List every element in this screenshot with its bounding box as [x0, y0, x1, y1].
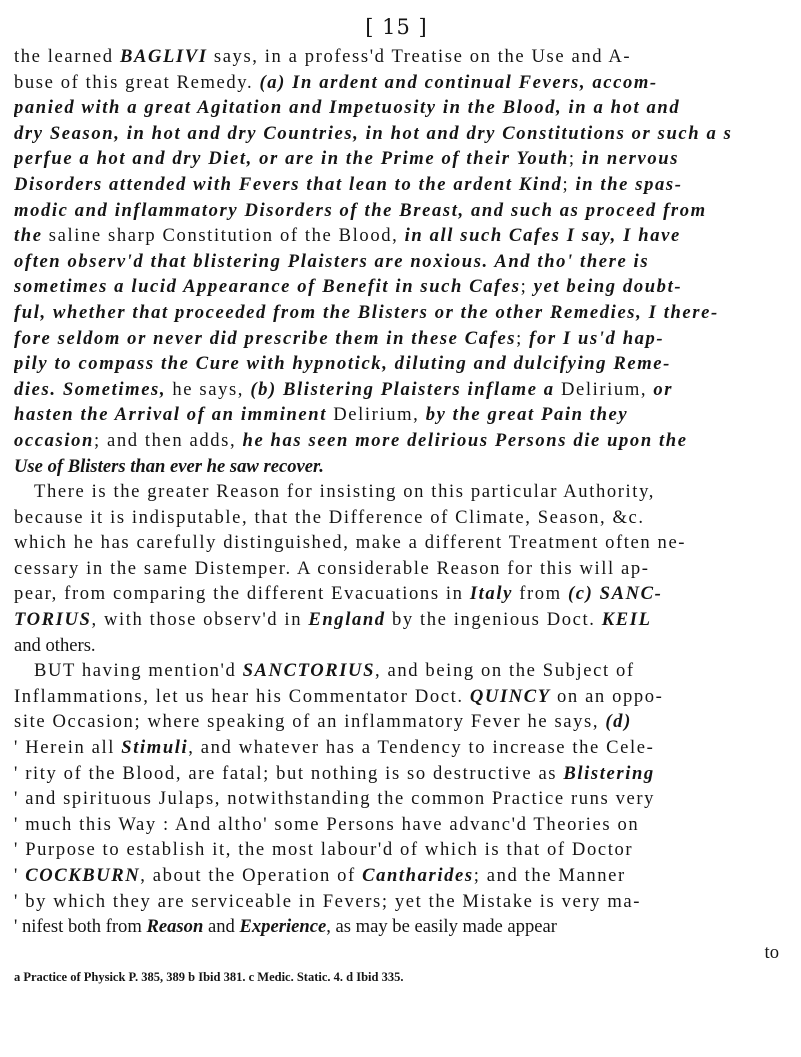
- italic-run: the: [14, 225, 43, 247]
- text-run: ' much this Way : And altho' some Persons have advanc'd Theories on: [14, 813, 640, 835]
- italic-run: occasion: [14, 429, 94, 451]
- text-run: ; and then adds,: [93, 429, 243, 451]
- italic-run: for I us'd hap-: [529, 327, 665, 349]
- text-line: [14, 454, 779, 480]
- text-run: Inflammations, let us hear his Commentator Doct.: [14, 685, 470, 707]
- italic-run: QUINCY: [469, 685, 551, 707]
- text-run: ;: [520, 276, 534, 298]
- text-run: ' and spirituous Julaps, notwithstanding the common Practice runs very: [14, 788, 656, 810]
- text-line: [14, 863, 779, 889]
- italic-run: modic and inflammatory Disorders of the Breast, and such as proceed from: [14, 199, 707, 221]
- text-run: ' Herein all: [14, 737, 122, 759]
- text-run: he says,: [166, 378, 251, 400]
- italic-run: England: [308, 609, 386, 631]
- text-line: [14, 889, 779, 915]
- italic-run: Reason: [146, 916, 204, 938]
- text-line: [14, 95, 779, 121]
- text-line: [14, 607, 779, 633]
- text-line: [14, 300, 779, 326]
- text-run: ' nifest both from: [14, 916, 147, 938]
- italic-run: Cantharides: [362, 865, 474, 886]
- text-line: [14, 44, 779, 70]
- italic-run: Stimuli: [121, 737, 189, 759]
- italic-run: BAGLIVI: [119, 46, 208, 67]
- text-line: [14, 812, 779, 838]
- italic-run: ful, whether that proceeded from the Blisters or the other Remedies, I there-: [14, 301, 719, 323]
- italic-run: TORIUS: [14, 609, 92, 631]
- text-run: saline sharp Constitution of the Blood,: [42, 225, 405, 247]
- text-run: , about the Operation of: [140, 865, 363, 886]
- text-line: [14, 633, 779, 659]
- text-run: buse of this great Remedy.: [14, 71, 260, 93]
- text-run: from: [512, 583, 568, 605]
- italic-run: (b) Blistering Plaisters inflame a: [250, 378, 555, 400]
- page-number: [ 15 ]: [365, 15, 428, 39]
- italic-run: (c) SANC-: [568, 583, 663, 605]
- italic-run: in the spas-: [575, 173, 683, 195]
- italic-run: in nervous: [581, 148, 680, 170]
- text-run: because it is indisputable, that the Difference of Climate, Season, &c.: [14, 506, 645, 528]
- text-run: says, in a profess'd Treatise on the Use and A-: [207, 46, 632, 67]
- footnote-line: a Practice of Physick P. 385, 389 b Ibid 381. c Medic. Static. 4. d Ibid 335.: [14, 970, 404, 985]
- text-run: There is the greater Reason for insisting on this particular Authority,: [34, 481, 656, 503]
- text-run: the learned: [14, 46, 120, 67]
- text-line: [14, 505, 779, 531]
- italic-run: Experience: [239, 916, 327, 938]
- text-run: site Occasion; where speaking of an inflammatory Fever he says,: [14, 711, 606, 733]
- text-run: Delirium,: [327, 404, 426, 426]
- text-line: [14, 735, 779, 761]
- text-line: [14, 658, 779, 684]
- italic-run: Blistering: [563, 762, 655, 784]
- italic-run: fore seldom or never did prescribe them in these Cafes: [14, 327, 517, 349]
- text-line: [14, 530, 779, 556]
- text-line: [14, 377, 779, 403]
- italic-run: Disorders attended with Fevers that lean to the ardent Kind: [14, 173, 563, 195]
- text-run: BUT having mention'd: [34, 660, 243, 682]
- text-run: ;: [568, 148, 582, 170]
- italic-run: (a) In ardent and continual Fevers, accom-: [259, 71, 658, 93]
- text-run: which he has carefully distinguished, make a different Treatment often ne-: [14, 532, 687, 554]
- body-text: [14, 44, 779, 965]
- text-line: [14, 479, 779, 505]
- italic-run: panied with a great Agitation and Impetuosity in the Blood, in a hot and: [14, 97, 681, 119]
- italic-run: dies. Sometimes,: [14, 378, 167, 400]
- text-line: [14, 402, 779, 428]
- text-run: ' by which they are serviceable in Fevers; yet the Mistake is very ma-: [14, 890, 642, 912]
- italic-run: he has seen more delirious Persons die upon the: [242, 429, 688, 451]
- text-line: [14, 556, 779, 582]
- text-run: and: [203, 916, 240, 938]
- text-line: [14, 351, 779, 377]
- text-run: ;: [562, 173, 576, 195]
- text-line: [14, 223, 779, 249]
- italic-run: KEIL: [601, 609, 652, 631]
- text-line: [14, 914, 779, 940]
- text-run: , with those observ'd in: [91, 609, 309, 631]
- italic-run: hasten the Arrival of an imminent: [14, 404, 327, 426]
- text-line: [14, 428, 779, 454]
- text-run: ' Purpose to establish it, the most labour'd of which is that of Doctor: [14, 839, 634, 861]
- text-run: ;: [516, 327, 530, 349]
- text-line: [14, 326, 779, 352]
- text-run: by the ingenious Doct.: [385, 609, 602, 631]
- text-line: [14, 709, 779, 735]
- text-run: , and being on the Subject of: [375, 660, 635, 682]
- italic-run: yet being doubt-: [533, 276, 683, 298]
- text-line: [14, 581, 779, 607]
- text-run: and others.: [14, 634, 96, 656]
- italic-run: in all such Cafes I say, I have: [404, 225, 681, 247]
- italic-run: or: [653, 378, 674, 400]
- italic-run: often observ'd that blistering Plaisters are noxious. And tho' there is: [14, 250, 650, 272]
- text-run: cessary in the same Distemper. A considerable Reason for this will ap-: [14, 557, 650, 579]
- text-line: [14, 274, 779, 300]
- text-run: on an oppo-: [550, 685, 664, 707]
- italic-run: dry Season, in hot and dry Countries, in hot and dry Constitutions or such a s: [14, 122, 733, 144]
- text-line: [14, 198, 779, 224]
- text-line: [14, 121, 779, 147]
- text-run: Delirium,: [554, 378, 654, 400]
- text-line: [14, 940, 779, 966]
- text-line: [14, 786, 779, 812]
- italic-run: SANCTORIUS: [242, 660, 376, 682]
- italic-run: Italy: [469, 583, 513, 605]
- text-run: ; and the Manner: [473, 865, 626, 886]
- text-run: , and whatever has a Tendency to increase the Cele-: [188, 737, 655, 759]
- italic-run: COCKBURN: [25, 865, 141, 886]
- text-run: ': [14, 865, 26, 886]
- italic-run: by the great Pain they: [425, 404, 629, 426]
- italic-run: pily to compass the Cure with hypnotick, diluting and dulcifying Reme-: [14, 353, 671, 375]
- text-run: , as may be easily made appear: [326, 916, 557, 938]
- text-line: [14, 172, 779, 198]
- text-run: to: [764, 941, 779, 963]
- text-line: [14, 249, 779, 275]
- italic-run: Use of Blisters than ever he saw recover.: [14, 455, 324, 477]
- text-line: [14, 684, 779, 710]
- italic-run: perfue a hot and dry Diet, or are in the Prime of their Youth: [14, 148, 569, 170]
- text-line: [14, 761, 779, 787]
- text-run: pear, from comparing the different Evacuations in: [14, 583, 470, 605]
- text-line: [14, 146, 779, 172]
- text-run: ' rity of the Blood, are fatal; but nothing is so destructive as: [14, 762, 564, 784]
- italic-run: (d): [605, 711, 632, 733]
- italic-run: sometimes a lucid Appearance of Benefit in such Cafes: [14, 276, 521, 298]
- text-line: [14, 70, 779, 96]
- text-line: [14, 837, 779, 863]
